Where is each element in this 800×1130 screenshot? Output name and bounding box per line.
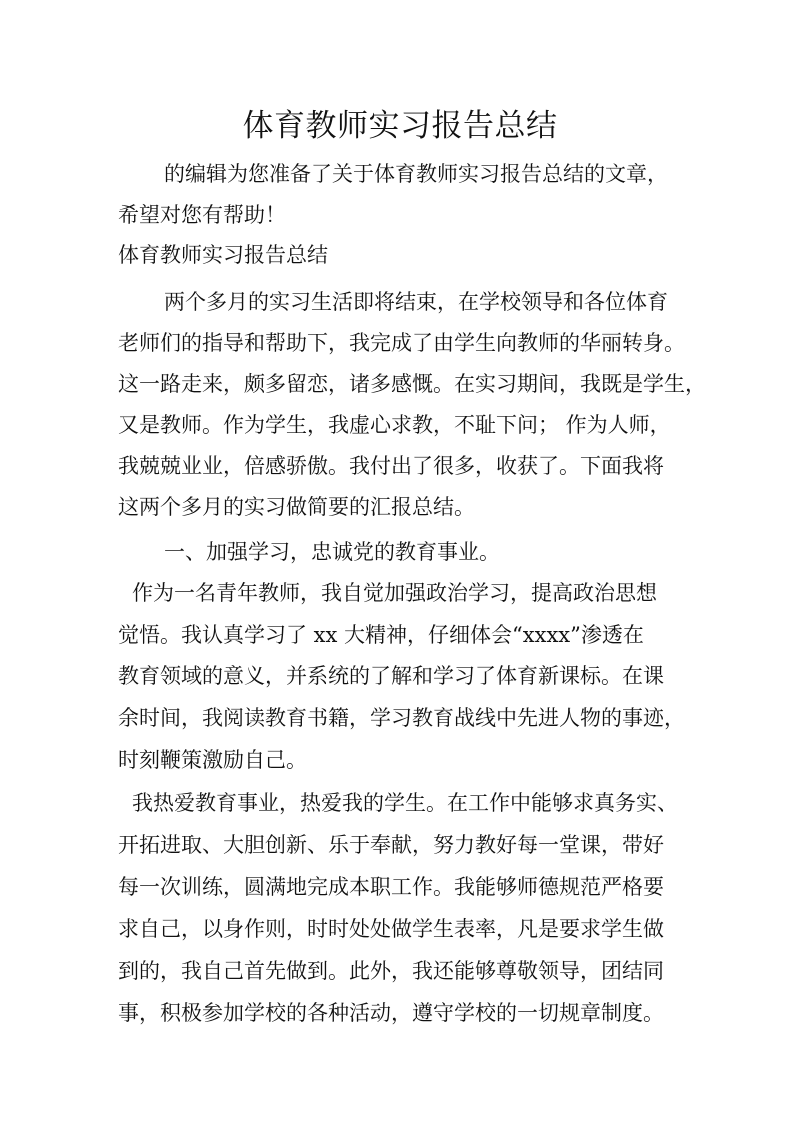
text-line: 这两个多月的实习做简要的汇报总结。: [118, 495, 475, 519]
text-line: 又是教师。作为学生，我虚心求教，不耻下问； 作为人师，: [118, 413, 671, 437]
text-line: 求自己，以身作则，时时处处做学生表率，凡是要求学生做: [118, 917, 664, 941]
text-line: 开拓进取、大胆创新、乐于奉献，努力教好每一堂课，带好: [118, 833, 664, 857]
text-line: 余时间，我阅读教育书籍，学习教育战线中先进人物的事迹，: [118, 706, 685, 730]
section-heading: 一、加强学习，忠诚党的教育事业。: [164, 540, 500, 564]
text-line: 的编辑为您准备了关于体育教师实习报告总结的文章，: [164, 162, 668, 186]
section-heading: 体育教师实习报告总结: [118, 243, 328, 267]
text-line: 我热爱教育事业，热爱我的学生。在工作中能够求真务实、: [132, 791, 678, 815]
text-line: 老师们的指导和帮助下，我完成了由学生向教师的华丽转身。: [118, 331, 685, 355]
text-line: 教育领域的意义，并系统的了解和学习了体育新课标。在课: [118, 664, 664, 688]
text-line: 每一次训练，圆满地完成本职工作。我能够师德规范严格要: [118, 875, 664, 899]
text-line: 这一路走来，颇多留恋，诸多感慨。在实习期间，我既是学生，: [118, 372, 706, 396]
text-line: 我兢兢业业，倍感骄傲。我付出了很多，收获了。下面我将: [118, 454, 664, 478]
text-line: 时刻鞭策激励自己。: [118, 748, 307, 772]
text-line: 觉悟。我认真学习了 xx 大精神，仔细体会“xxxx”渗透在: [118, 623, 644, 647]
document-title: 体育教师实习报告总结: [242, 108, 558, 144]
text-line: 到的，我自己首先做到。此外，我还能够尊敬领导，团结同: [118, 959, 664, 983]
text-line: 两个多月的实习生活即将结束，在学校领导和各位体育: [164, 290, 668, 314]
text-line: 希望对您有帮助！: [118, 203, 286, 227]
text-line: 作为一名青年教师，我自觉加强政治学习，提高政治思想: [132, 581, 657, 605]
text-line: 事，积极参加学校的各种活动，遵守学校的一切规章制度。: [118, 1001, 664, 1025]
